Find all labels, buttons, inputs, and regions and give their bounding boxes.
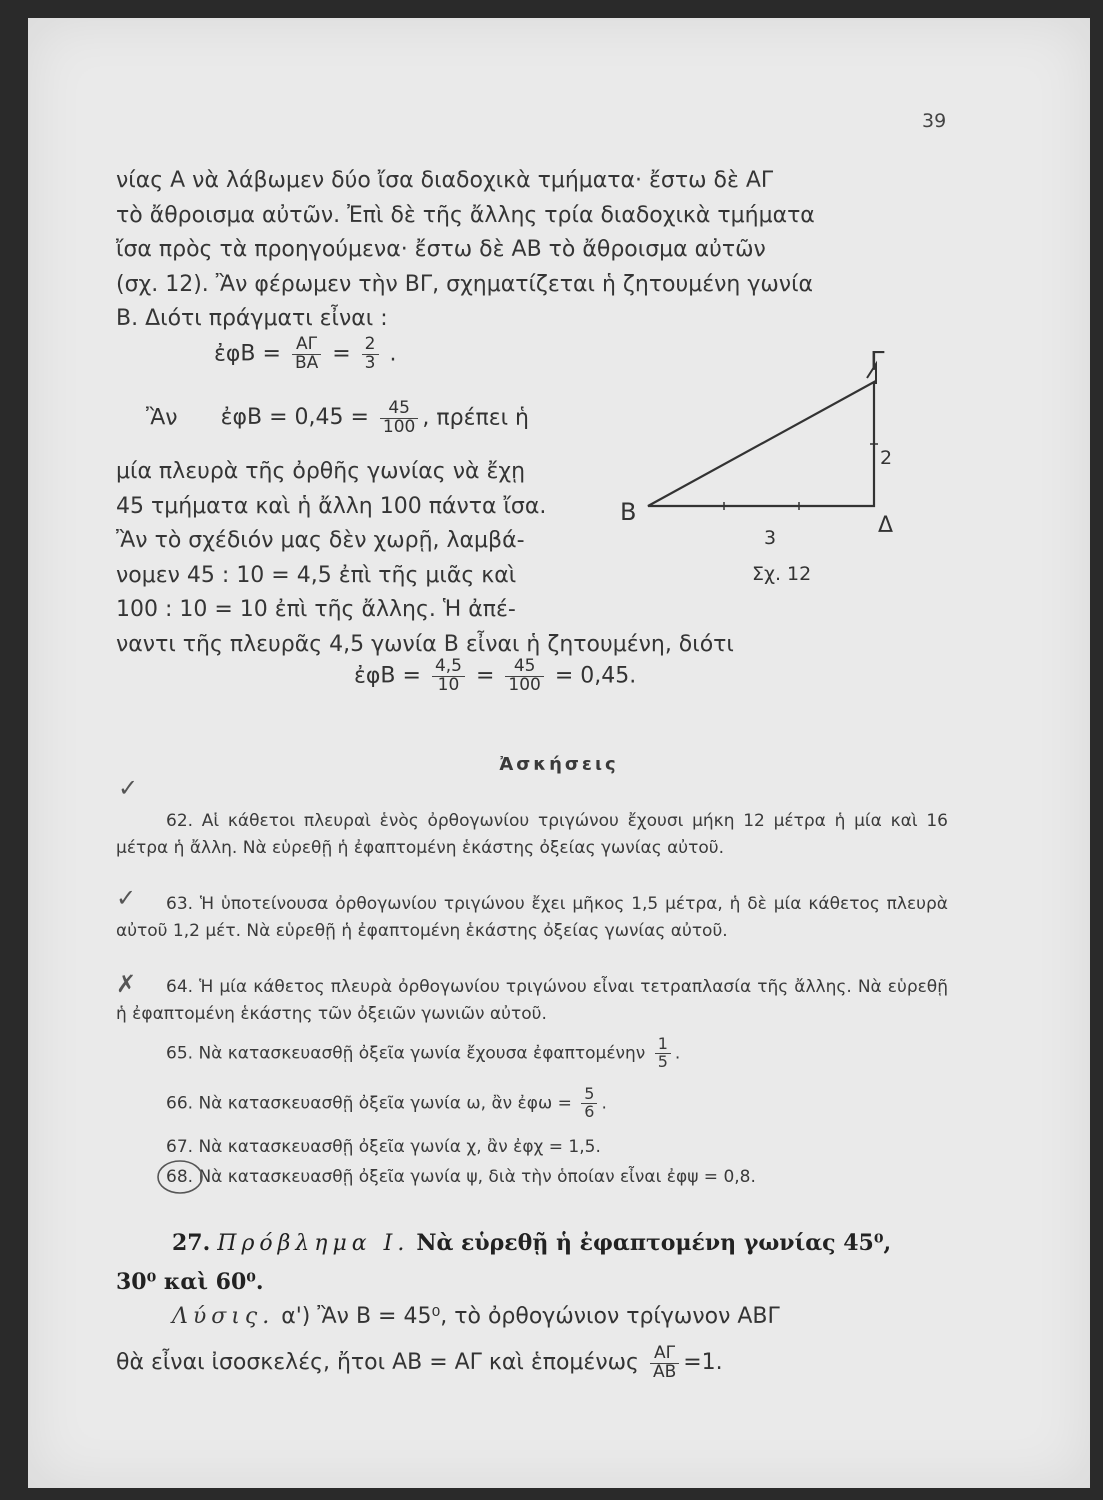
eq-lhs: ἐφΒ = xyxy=(354,663,421,689)
text-line: τὸ ἄθροισμα αὐτῶν. Ἐπὶ δὲ τῆς ἄλλης τρία διαδοχικὰ τμήματα xyxy=(116,202,815,228)
eq-end: . xyxy=(389,341,397,367)
text: . xyxy=(674,1043,681,1064)
text: . xyxy=(601,1093,607,1114)
handwritten-check-mark: ✓ xyxy=(116,884,137,912)
section-label: Πρόβλημα Ι. xyxy=(217,1231,410,1256)
side-length-vertical: 2 xyxy=(880,447,893,469)
exercise-63: 63. Ἡ ὑποτείνουσα ὀρθογωνίου τριγώνου ἔχει μῆκος 1,5 μέτρα, ἡ δὲ μία κάθετος πλευρὰ αὐτοῦ 1,2 μέτ. Νὰ εὑρεθῇ ἡ ἐφαπτομένη ἑκάστης ὀξείας γωνίας αὐτοῦ. xyxy=(116,894,948,941)
exercise-62: 62. Αἱ κάθετοι πλευραὶ ἑνὸς ὀρθογωνίου τριγώνου ἔχουσι μήκη 12 μέτρα ἡ μία καὶ 16 μέτρα ἡ ἄλλη. Νὰ εὑρεθῇ ἡ ἐφαπτομένη ἑκάστης ὀξείας γωνίας αὐτοῦ. xyxy=(116,811,948,858)
text-line: Ἂν τὸ σχέδιόν μας δὲν χωρῇ, λαμβά- xyxy=(116,528,525,553)
text: θὰ εἶναι ἰσοσκελές, ἤτοι ΑΒ = ΑΓ καὶ ἑπομένως xyxy=(116,1350,639,1375)
text-line: ἴσα πρὸς τὰ προηγούμενα· ἔστω δὲ ΑΒ τὸ ἄθροισμα αὐτῶν xyxy=(116,237,766,262)
handwritten-cross-mark: ✗ xyxy=(116,970,137,998)
fraction: $\frac{1}{5}$ xyxy=(655,1036,671,1071)
section-27-title xyxy=(116,1224,948,1301)
paragraph-2 xyxy=(116,455,734,662)
text: 65. Νὰ κατασκευασθῇ ὀξεῖα γωνία ἔχουσα ἐφαπτομένην xyxy=(166,1043,646,1064)
handwritten-circle xyxy=(156,1158,206,1196)
text-line: (σχ. 12). Ἂν φέρωμεν τὴν ΒΓ, σχηματίζεται ἡ ζητουμένη γωνία xyxy=(116,271,814,297)
exercise-68: 68. Νὰ κατασκευασθῇ ὀξεῖα γωνία ψ, διὰ τὴν ὁποίαν εἶναι ἐφψ = 0,8. xyxy=(166,1167,756,1187)
section-title: Νὰ εὑρεθῇ ἡ ἐφαπτομένη γωνίας 45⁰, xyxy=(416,1230,892,1256)
exercise-66 xyxy=(166,1086,946,1121)
eq-lhs: ἐφΒ = xyxy=(214,341,281,367)
solution-line-1 xyxy=(116,1298,948,1336)
exercises-heading: Ἀσκήσεις xyxy=(499,754,619,775)
fraction: $\frac{45}{100}$ xyxy=(505,658,543,695)
side-length-horizontal: 3 xyxy=(764,527,777,549)
text-line: 100 : 10 = 10 ἐπὶ τῆς ἄλλης. Ἡ ἀπέ- xyxy=(116,597,516,622)
section-title-cont: 30⁰ καὶ 60⁰. xyxy=(116,1269,264,1295)
text: , πρέπει ἡ xyxy=(422,405,529,431)
eq-sign: = xyxy=(475,663,495,689)
eq-sign: = xyxy=(332,341,351,367)
handwritten-check-mark: ✓ xyxy=(118,774,139,802)
text-line: 45 τμήματα καὶ ἡ ἄλλη 100 πάντα ἴσα. xyxy=(116,493,547,519)
text-line: Β. Διότι πράγματι εἶναι : xyxy=(116,306,388,331)
exercise-64: 64. Ἡ μία κάθετος πλευρὰ ὀρθογωνίου τριγώνου εἶναι τετραπλασία τῆς ἄλλης. Νὰ εὑρεθῇ ἡ ἐφαπτομένη ἑκάστης τῶν ὀξειῶν γωνιῶν αὐτοῦ. xyxy=(116,977,948,1024)
text-line: μία πλευρὰ τῆς ὀρθῆς γωνίας νὰ ἔχῃ xyxy=(116,459,526,484)
line-an xyxy=(146,400,616,437)
fraction: $\frac{4,5}{10}$ xyxy=(432,658,465,695)
text-line: νίας Α νὰ λάβωμεν δύο ἴσα διαδοχικὰ τμήματα· ἔστω δὲ ΑΓ xyxy=(116,168,774,193)
page-number: 39 xyxy=(922,110,947,132)
figure-12-triangle xyxy=(608,344,948,594)
solution-line-2 xyxy=(116,1344,948,1382)
section-number: 27. xyxy=(172,1230,211,1256)
book-page xyxy=(28,18,1090,1488)
circle-mark xyxy=(158,1161,202,1193)
text: =1. xyxy=(683,1350,723,1375)
fraction: $\frac{2}{3}$ xyxy=(362,336,379,373)
eq-end: = 0,45. xyxy=(554,663,637,689)
fraction: $\frac{A\Gamma}{BA}$ xyxy=(292,336,321,373)
fraction: $\frac{5}{6}$ xyxy=(581,1086,597,1121)
label-b: Β xyxy=(620,498,637,526)
figure-caption: Σχ. 12 xyxy=(752,563,812,585)
label-gamma: Γ xyxy=(870,347,885,377)
triangle-shape xyxy=(648,382,874,506)
paragraph-1 xyxy=(116,164,948,337)
fraction: $\frac{A\Gamma}{AB}$ xyxy=(650,1345,679,1382)
label-delta: Δ xyxy=(878,513,894,538)
text: α') Ἂν Β = 45⁰, τὸ ὀρθογώνιον τρίγωνον ΑΒΓ xyxy=(281,1304,780,1329)
solution xyxy=(116,1298,948,1382)
solution-label: Λύσις. xyxy=(172,1304,275,1329)
equation-2 xyxy=(354,658,636,695)
fraction: $\frac{45}{100}$ xyxy=(380,400,418,437)
exercise-67: 67. Νὰ κατασκευασθῇ ὀξεῖα γωνία χ, ἂν ἐφχ = 1,5. xyxy=(166,1137,601,1157)
text: 66. Νὰ κατασκευασθῇ ὀξεῖα γωνία ω, ἂν ἐφω = xyxy=(166,1093,572,1114)
text-line: νομεν 45 : 10 = 4,5 ἐπὶ τῆς μιᾶς καὶ xyxy=(116,562,517,588)
equation-1 xyxy=(214,336,397,373)
text-line: ναντι τῆς πλευρᾶς 4,5 γωνία Β εἶναι ἡ ζητουμένη, διότι xyxy=(116,631,734,657)
section-title-line xyxy=(116,1224,948,1263)
text: Ἂν xyxy=(146,405,178,431)
text: ἐφΒ = 0,45 = xyxy=(220,405,369,431)
exercise-65 xyxy=(166,1036,946,1071)
